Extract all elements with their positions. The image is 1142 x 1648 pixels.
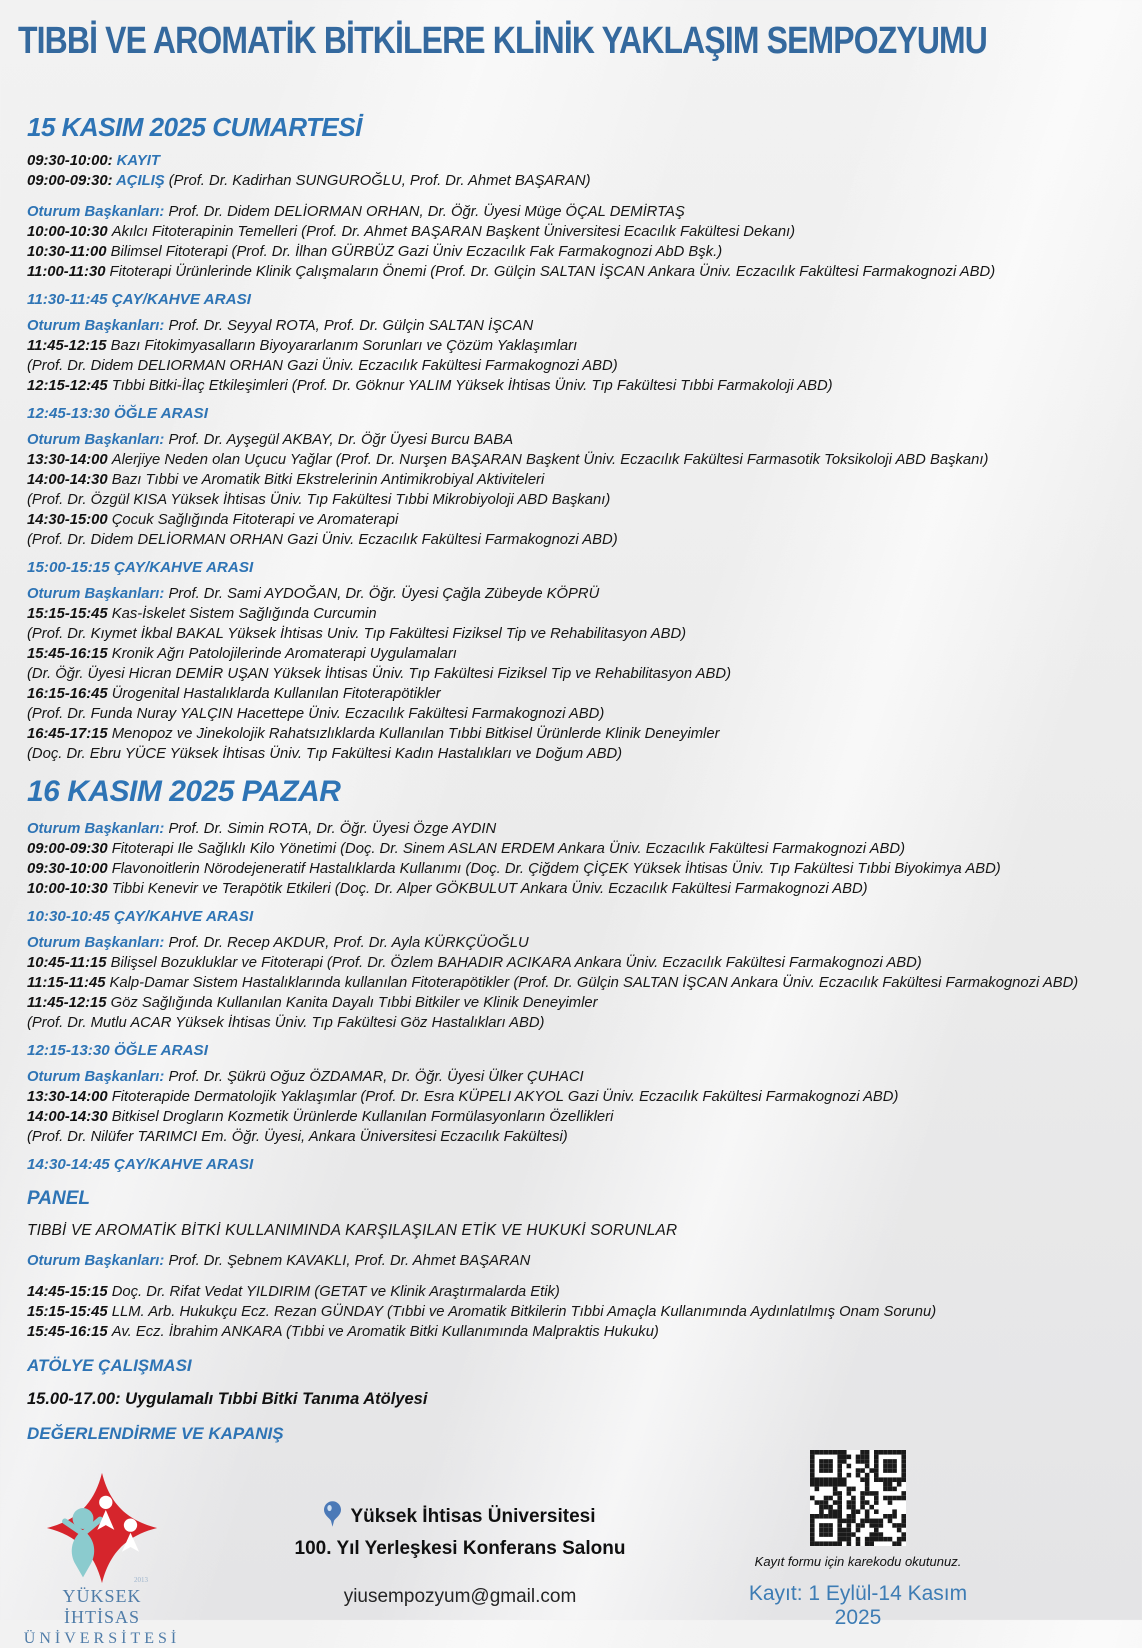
text-time: 14:00-14:30: [27, 1109, 112, 1125]
program-line: [27, 724, 1120, 744]
text-text: (Prof. Dr. Didem DELIORMAN ORHAN Gazi Üniv. Eczacılık Fakültesi Farmakognozi ABD): [27, 358, 618, 374]
program-line: [27, 151, 1120, 171]
venue-name-line: [270, 1501, 650, 1533]
program-line: [27, 1282, 1120, 1302]
text-blue: Oturum Başkanları:: [27, 586, 169, 602]
text-time: 14:45-15:15: [27, 1284, 112, 1300]
venue-block: [270, 1501, 650, 1608]
text-plain: 15 KASIM 2025 CUMARTESİ: [27, 112, 362, 142]
text-text: Prof. Dr. Şükrü Oğuz ÖZDAMAR, Dr. Öğr. Üyesi Ülker ÇUHACI: [168, 1069, 584, 1085]
venue-hall: 100. Yıl Yerleşkesi Konferans Salonu: [294, 1538, 626, 1559]
program-line: [27, 316, 1120, 336]
program-line: [27, 624, 1120, 644]
text-text: (Prof. Dr. Özgül KISA Yüksek İhtisas Üniv. Tıp Fakültesi Tıbbi Mikrobiyoloji ABD Başkanı): [27, 492, 611, 508]
logo-year: 2013: [134, 1576, 148, 1584]
program-line: [27, 1251, 1120, 1271]
program-line: [27, 859, 1120, 879]
program-line: [27, 604, 1120, 624]
logo-wordmark-line2: ÜNİVERSİTESİ: [23, 1630, 181, 1647]
page-title: [18, 20, 1128, 63]
text-text: Prof. Dr. Simin ROTA, Dr. Öğr. Üyesi Özge AYDIN: [168, 821, 497, 837]
program-line: [27, 584, 1120, 604]
text-time: 11:45-12:15: [27, 995, 111, 1011]
program-line: [27, 993, 1120, 1013]
text-text: Kronik Ağrı Patolojilerinde Aromaterapi Uygulamaları: [111, 646, 457, 662]
text-time: 09:00-09:30: [27, 841, 112, 857]
text-plain: 12:45-13:30 ÖĞLE ARASI: [27, 405, 208, 422]
location-pin-icon: [324, 1501, 341, 1533]
text-text: Akılcı Fitoterapinin Temelleri (Prof. Dr. Ahmet BAŞARAN Başkent Üniversitesi Ecacılık Fakültesi Dekanı): [111, 224, 796, 240]
text-text: Kas-İskelet Sistem Sağlığında Curcumin: [111, 606, 377, 622]
program-line: [27, 202, 1120, 222]
text-plain: 10:30-10:45 ÇAY/KAHVE ARASI: [27, 908, 254, 925]
footer: [0, 1445, 1142, 1647]
text-text: Göz Sağlığında Kullanılan Kanita Dayalı Tıbbi Bitkiler ve Klinik Deneyimler: [110, 995, 598, 1011]
text-time: 10:45-11:15: [27, 955, 111, 971]
program-line: [27, 819, 1120, 839]
text-blue: KAYIT: [116, 153, 160, 169]
text-text: (Prof. Dr. Nilüfer TARIMCI Em. Öğr. Üyesi, Ankara Üniversitesi Eczacılık Fakültesi): [27, 1129, 568, 1145]
text-blue: Oturum Başkanları:: [27, 204, 169, 220]
text-text: Doç. Dr. Rifat Vedat YILDIRIM (GETAT ve Klinik Araştırmalarda Etik): [111, 1284, 560, 1300]
program: [27, 98, 1120, 1444]
registration-dates: Kayıt: 1 Eylül-14 Kasım 2025: [748, 1582, 968, 1629]
program-line: [27, 684, 1120, 704]
text-time: 10:30-11:00: [27, 244, 111, 260]
text-time: 09:00-09:30:: [27, 173, 117, 189]
text-time: 11:45-12:15: [27, 338, 111, 354]
section-heading: [27, 1423, 1120, 1444]
program-line: [27, 430, 1120, 450]
program-line: [27, 262, 1120, 282]
text-time: 09:30-10:00:: [27, 153, 117, 169]
text-plain: ATÖLYE ÇALIŞMASI: [27, 1356, 192, 1375]
text-plain: 11:30-11:45 ÇAY/KAHVE ARASI: [27, 291, 251, 308]
program-line: [27, 470, 1120, 490]
text-text: Prof. Dr. Recep AKDUR, Prof. Dr. Ayla KÜRKÇÜOĞLU: [168, 935, 529, 951]
text-text: Bilişsel Bozukluklar ve Fitoterapi (Prof. Dr. Özlem BAHADIR ACIKARA Ankara Üniv. Eczacılık Fakültesi Farmakognozi ABD): [110, 955, 922, 971]
program-line: [27, 879, 1120, 899]
text-text: Prof. Dr. Şebnem KAVAKLI, Prof. Dr. Ahmet BAŞARAN: [168, 1253, 531, 1269]
text-text: Tıbbi Bitki-İlaç Etkileşimleri (Prof. Dr. Göknur YALIM Yüksek İhtisas Üniv. Tıp Fakültesi Tıbbi Farmakoloji ABD): [111, 378, 833, 394]
program-line: [27, 336, 1120, 356]
text-time: 12:15-12:45: [27, 378, 112, 394]
text-text: (Prof. Dr. Mutlu ACAR Yüksek İhtisas Üniv. Tıp Fakültesi Göz Hastalıkları ABD): [27, 1015, 545, 1031]
program-line: [27, 356, 1120, 376]
text-time: 11:15-11:45: [27, 975, 110, 991]
program-line: [27, 450, 1120, 470]
break-line: [27, 1155, 1120, 1175]
text-text: Bazı Tıbbi ve Aromatik Bitki Ekstrelerinin Antimikrobiyal Aktiviteleri: [111, 472, 545, 488]
qr-caption: Kayıt formu için karekodu okutunuz.: [754, 1554, 962, 1569]
program-line: [27, 222, 1120, 242]
logo-wordmark-line1: YÜKSEK İHTİSAS: [62, 1586, 142, 1627]
program-line: [27, 1067, 1120, 1087]
program-line: [27, 171, 1120, 191]
text-text: (Prof. Dr. Funda Nuray YALÇIN Hacettepe Üniv. Eczacılık Fakültesi Farmakognozi ABD): [27, 706, 605, 722]
text-time: 14:00-14:30: [27, 472, 112, 488]
text-time: 16:15-16:45: [27, 686, 112, 702]
program-line: [27, 839, 1120, 859]
text-time: 11:00-11:30: [27, 264, 110, 280]
text-text: Prof. Dr. Sami AYDOĞAN, Dr. Öğr. Üyesi Çağla Zübeyde KÖPRÜ: [168, 586, 600, 602]
break-line: [27, 290, 1120, 310]
text-time: 15:15-15:45: [27, 1304, 112, 1320]
text-text: LLM. Arb. Hukukçu Ecz. Rezan GÜNDAY (Tıbbi ve Aromatik Bitkilerin Tıbbi Amaçla Kullanımında Aydınlatılmış Onam Sorunu): [111, 1304, 937, 1320]
university-logo: [22, 1471, 182, 1648]
text-time: 10:00-10:30: [27, 224, 112, 240]
workshop-time-line: [27, 1389, 1120, 1410]
break-line: [27, 1041, 1120, 1061]
text-time: 15:45-16:15: [27, 1324, 112, 1340]
text-plain: 16 KASIM 2025 PAZAR: [27, 775, 341, 808]
text-text: Tibbi Kenevir ve Terapötik Etkileri (Doç. Dr. Alper GÖKBULUT Ankara Üniv. Eczacılık Fakültesi Farmakognozi ABD): [111, 881, 868, 897]
text-text: Alerjiye Neden olan Uçucu Yağlar (Prof. Dr. Nurşen BAŞARAN Başkent Üniv. Eczacılık Fakültesi Farmasotik Toksikoloji ABD Başkanı): [111, 452, 989, 468]
spacer: [27, 191, 1120, 202]
text-time: 15:45-16:15: [27, 646, 112, 662]
text-text: Kalp-Damar Sistem Hastalıklarında kullanılan Fitoterapötikler (Prof. Dr. Gülçin SALTAN İŞCAN Ankara Üniv. Eczacılık Fakültesi Farmakognozi ABD): [109, 975, 1079, 991]
text-text: Fitoterapide Dermatolojik Yaklaşımlar (Prof. Dr. Esra KÜPELI AKYOL Gazi Üniv. Eczacılık Fakültesi Farmakognozi ABD): [111, 1089, 899, 1105]
program-line: [27, 953, 1120, 973]
text-text: (Doç. Dr. Ebru YÜCE Yüksek İhtisas Üniv. Tıp Fakültesi Kadın Hastalıkları ve Doğum ABD): [27, 746, 623, 762]
program-line: [27, 704, 1120, 724]
contact-email: yiusempozyum@gmail.com: [343, 1586, 577, 1607]
break-line: [27, 907, 1120, 927]
venue-name: Yüksek İhtisas Üniversitesi: [350, 1506, 596, 1527]
text-time: 14:30-15:00: [27, 512, 112, 528]
text-time: 13:30-14:00: [27, 452, 112, 468]
program-line: [27, 1087, 1120, 1107]
program-line: [27, 933, 1120, 953]
program-line: [27, 644, 1120, 664]
text-time: 10:00-10:30: [27, 881, 112, 897]
text-blue: Oturum Başkanları:: [27, 935, 169, 951]
text-time: 16:45-17:15: [27, 726, 112, 742]
program-line: [27, 744, 1120, 764]
program-line: [27, 242, 1120, 262]
text-text: Ürogenital Hastalıklarda Kullanılan Fitoterapötikler: [111, 686, 441, 702]
text-blue: Oturum Başkanları:: [27, 1253, 169, 1269]
day-heading: [27, 774, 1120, 810]
section-heading: [27, 1355, 1120, 1376]
program-line: [27, 1013, 1120, 1033]
program-line: [27, 376, 1120, 396]
text-text: (Prof. Dr. Kadirhan SUNGUROĞLU, Prof. Dr. Ahmet BAŞARAN): [164, 173, 591, 189]
program-line: [27, 510, 1120, 530]
text-plain: 12:15-13:30 ÖĞLE ARASI: [27, 1042, 208, 1059]
text-text: Flavonoitlerin Nörodejeneratif Hastalıklarda Kullanımı (Doç. Dr. Çiğdem ÇİÇEK Yüksek İhtisas Üniv. Tıp Fakültesi Tıbbi Biyokimya ABD): [111, 861, 1001, 877]
text-plain: 15:00-15:15 ÇAY/KAHVE ARASI: [27, 559, 254, 576]
text-text: Prof. Dr. Didem DELİORMAN ORHAN, Dr. Öğr. Üyesi Müge ÖÇAL DEMİRTAŞ: [168, 204, 685, 220]
text-blue: Oturum Başkanları:: [27, 1069, 169, 1085]
text-text: Fitoterapi Ile Sağlıklı Kilo Yönetimi (Doç. Dr. Sinem ASLAN ERDEM Ankara Üniv. Eczacılık Fakültesi Farmakognozi ABD): [111, 841, 905, 857]
university-emblem-icon: [43, 1471, 161, 1585]
program-line: [27, 490, 1120, 510]
program-line: [27, 973, 1120, 993]
text-text: (Prof. Dr. Kıymet İkbal BAKAL Yüksek İhtisas Univ. Tıp Fakültesi Fiziksel Tip ve Rehabilitasyon ABD): [27, 626, 687, 642]
text-blue: AÇILIŞ: [116, 173, 165, 189]
text-plain: DEĞERLENDİRME VE KAPANIŞ: [27, 1424, 284, 1443]
text-blue: Oturum Başkanları:: [27, 821, 169, 837]
program-line: [27, 1302, 1120, 1322]
break-line: [27, 558, 1120, 578]
text-text: (Prof. Dr. Didem DELİORMAN ORHAN Gazi Üniv. Eczacılık Fakültesi Farmakognozi ABD): [27, 532, 618, 548]
text-text: Fitoterapi Ürünlerinde Klinik Çalışmaların Önemi (Prof. Dr. Gülçin SALTAN İŞCAN Ankara Üniv. Eczacılık Fakültesi Farmakognozi ABD): [109, 264, 996, 280]
text-blue: Oturum Başkanları:: [27, 432, 169, 448]
day-heading: [27, 112, 1120, 143]
text-text: Prof. Dr. Seyyal ROTA, Prof. Dr. Gülçin SALTAN İŞCAN: [168, 318, 534, 334]
panel-subject: [27, 1221, 1120, 1241]
text-text: Menopoz ve Jinekolojik Rahatsızlıklarda Kullanılan Tıbbi Bitkisel Ürünlerde Klinik Deneyimler: [111, 726, 720, 742]
text-text: Bilimsel Fitoterapi (Prof. Dr. İlhan GÜRBÜZ Gazi Üniv Eczacılık Fak Farmakognozi AbD Bşk.): [110, 244, 723, 260]
text-text: Çocuk Sağlığında Fitoterapi ve Aromaterapi: [111, 512, 399, 528]
program-line: [27, 1107, 1120, 1127]
text-time: 13:30-14:00: [27, 1089, 112, 1105]
qr-code: [810, 1450, 906, 1546]
text-text: (Dr. Öğr. Üyesi Hicran DEMİR UŞAN Yüksek İhtisas Üniv. Tıp Fakültesi Fiziksel Tip ve Rehabilitasyon ABD): [27, 666, 732, 682]
text-blue: Oturum Başkanları:: [27, 318, 169, 334]
program-line: [27, 1322, 1120, 1342]
program-line: [27, 1127, 1120, 1147]
text-plain: TIBBİ VE AROMATİK BİTKİ KULLANIMINDA KARŞILAŞILAN ETİK VE HUKUKİ SORUNLAR: [27, 1222, 678, 1239]
panel-heading: [27, 1187, 1120, 1210]
break-line: [27, 404, 1120, 424]
text-text: Av. Ecz. İbrahim ANKARA (Tıbbi ve Aromatik Bitki Kullanımında Malpraktis Hukuku): [111, 1324, 659, 1340]
page-title-text: TIBBİ VE AROMATİK BİTKİLERE KLİNİK YAKLAŞIM SEMPOZYUMU: [18, 20, 988, 62]
text-text: Bitkisel Drogların Kozmetik Ürünlerde Kullanılan Formülasyonların Özellikleri: [111, 1109, 614, 1125]
spacer: [27, 1271, 1120, 1282]
symposium-poster: [0, 20, 1142, 1647]
text-plain: 15.00-17.00: Uygulamalı Tıbbi Bitki Tanıma Atölyesi: [27, 1390, 428, 1408]
text-plain: PANEL: [27, 1188, 90, 1209]
registration-block: [742, 1450, 974, 1630]
program-line: [27, 530, 1120, 550]
text-text: Bazı Fitokimyasalların Biyoyararlanım Sorunları ve Çözüm Yaklaşımları: [110, 338, 578, 354]
text-plain: 14:30-14:45 ÇAY/KAHVE ARASI: [27, 1156, 254, 1173]
text-time: 15:15-15:45: [27, 606, 112, 622]
text-text: Prof. Dr. Ayşegül AKBAY, Dr. Öğr Üyesi Burcu BABA: [168, 432, 514, 448]
program-line: [27, 664, 1120, 684]
text-time: 09:30-10:00: [27, 861, 112, 877]
